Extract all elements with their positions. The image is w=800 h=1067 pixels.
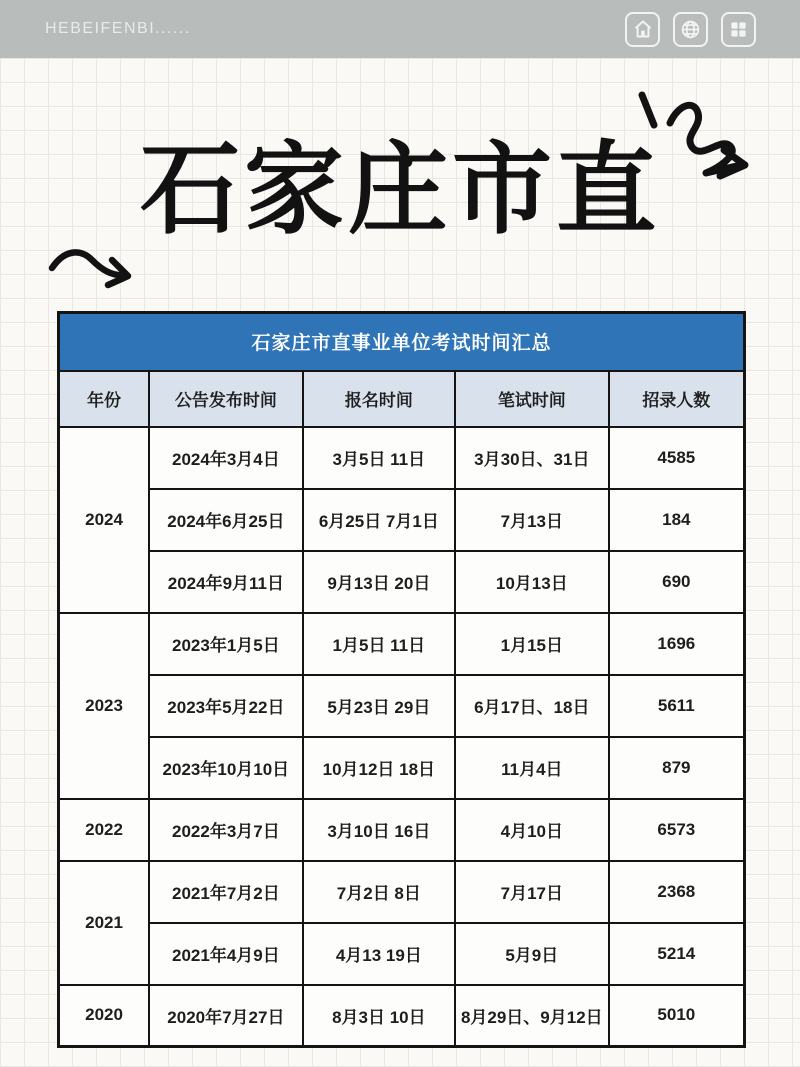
written-exam-cell: 7月13日	[455, 489, 609, 551]
col-header-year: 年份	[59, 371, 150, 427]
registration-cell: 10月12日 18日	[303, 737, 455, 799]
year-cell-2020: 2020	[59, 985, 150, 1047]
recruits-cell: 5214	[609, 923, 745, 985]
announcement-cell: 2023年1月5日	[149, 613, 303, 675]
registration-cell: 5月23日 29日	[303, 675, 455, 737]
year-cell-2023: 2023	[59, 613, 150, 799]
topbar-icon-group	[625, 12, 756, 47]
table-row	[59, 985, 745, 1047]
announcement-cell: 2024年9月11日	[149, 551, 303, 613]
grid-menu-icon	[729, 20, 748, 39]
recruits-cell: 4585	[609, 427, 745, 489]
col-header-registration: 报名时间	[303, 371, 455, 427]
recruits-cell: 2368	[609, 861, 745, 923]
registration-cell: 3月5日 11日	[303, 427, 455, 489]
poster-canvas	[0, 58, 800, 1067]
registration-cell: 1月5日 11日	[303, 613, 455, 675]
exam-schedule-table	[57, 311, 746, 1048]
table-row	[59, 489, 745, 551]
recruits-cell: 5611	[609, 675, 745, 737]
announcement-cell: 2024年3月4日	[149, 427, 303, 489]
grid-menu-button[interactable]	[721, 12, 756, 47]
written-exam-cell: 4月10日	[455, 799, 609, 861]
written-exam-cell: 3月30日、31日	[455, 427, 609, 489]
announcement-cell: 2024年6月25日	[149, 489, 303, 551]
table-row	[59, 799, 745, 861]
registration-cell: 4月13 19日	[303, 923, 455, 985]
registration-cell: 9月13日 20日	[303, 551, 455, 613]
announcement-cell: 2021年4月9日	[149, 923, 303, 985]
year-cell-2021: 2021	[59, 861, 150, 985]
table-banner-row	[59, 313, 745, 371]
table-row	[59, 613, 745, 675]
table-row	[59, 923, 745, 985]
recruits-cell: 6573	[609, 799, 745, 861]
recruits-cell: 879	[609, 737, 745, 799]
announcement-cell: 2022年3月7日	[149, 799, 303, 861]
table-header-row	[59, 371, 745, 427]
home-button[interactable]	[625, 12, 660, 47]
registration-cell: 6月25日 7月1日	[303, 489, 455, 551]
col-header-announcement: 公告发布时间	[149, 371, 303, 427]
written-exam-cell: 1月15日	[455, 613, 609, 675]
table-banner-title: 石家庄市直事业单位考试时间汇总	[59, 313, 745, 371]
page-title: 石家庄市直	[140, 134, 660, 246]
globe-button[interactable]	[673, 12, 708, 47]
announcement-cell: 2020年7月27日	[149, 985, 303, 1047]
registration-cell: 3月10日 16日	[303, 799, 455, 861]
year-cell-2024: 2024	[59, 427, 150, 613]
scribble-arrow-right-icon	[612, 83, 762, 193]
table-row	[59, 551, 745, 613]
written-exam-cell: 7月17日	[455, 861, 609, 923]
written-exam-cell: 6月17日、18日	[455, 675, 609, 737]
recruits-cell: 1696	[609, 613, 745, 675]
curved-arrow-left-icon	[42, 236, 142, 306]
recruits-cell: 690	[609, 551, 745, 613]
table-row	[59, 675, 745, 737]
table-row	[59, 737, 745, 799]
announcement-cell: 2023年5月22日	[149, 675, 303, 737]
announcement-cell: 2023年10月10日	[149, 737, 303, 799]
topbar	[0, 0, 800, 58]
col-header-recruits: 招录人数	[609, 371, 745, 427]
written-exam-cell: 10月13日	[455, 551, 609, 613]
registration-cell: 8月3日 10日	[303, 985, 455, 1047]
written-exam-cell: 8月29日、9月12日	[455, 985, 609, 1047]
recruits-cell: 184	[609, 489, 745, 551]
announcement-cell: 2021年7月2日	[149, 861, 303, 923]
globe-icon	[680, 19, 701, 40]
registration-cell: 7月2日 8日	[303, 861, 455, 923]
col-header-written-exam: 笔试时间	[455, 371, 609, 427]
written-exam-cell: 5月9日	[455, 923, 609, 985]
written-exam-cell: 11月4日	[455, 737, 609, 799]
recruits-cell: 5010	[609, 985, 745, 1047]
table-row	[59, 427, 745, 489]
home-icon	[633, 19, 653, 39]
year-cell-2022: 2022	[59, 799, 150, 861]
brand-text: HEBEIFENBI......	[45, 20, 191, 37]
table-row	[59, 861, 745, 923]
